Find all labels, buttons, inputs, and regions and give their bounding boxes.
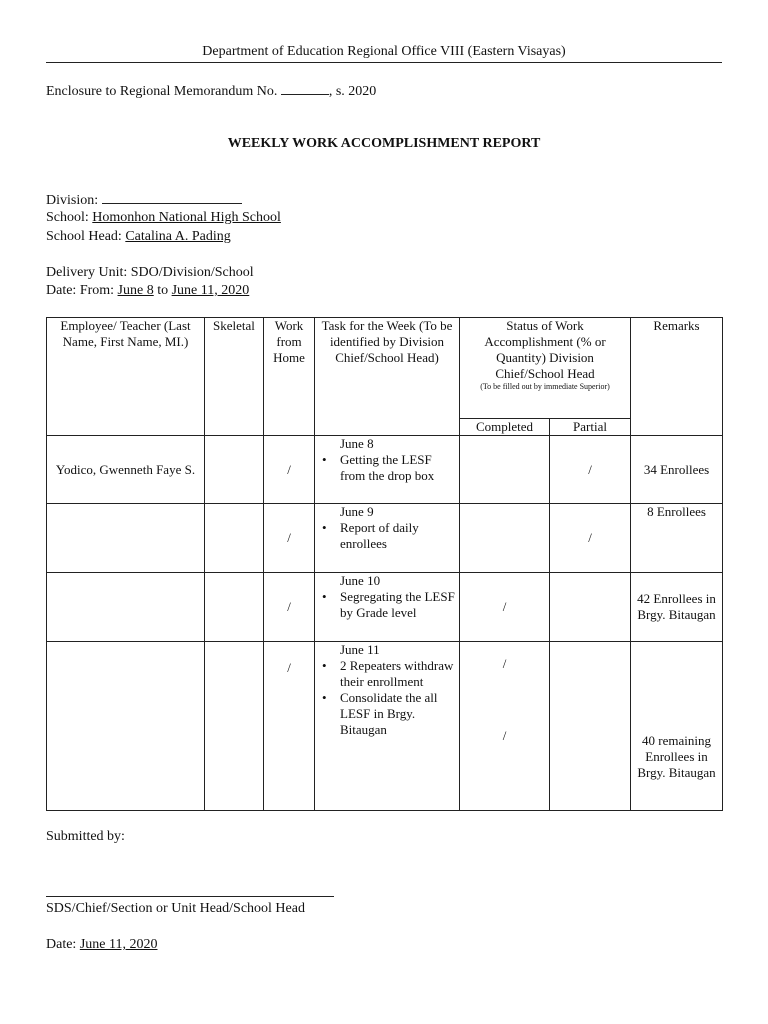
division-label: Division: <box>46 193 99 208</box>
task-date: June 8 <box>340 436 374 451</box>
footer-date-value: June 11, 2020 <box>79 937 158 952</box>
date-from-value: June 8 <box>117 283 154 298</box>
task-item <box>318 589 456 621</box>
task-item <box>318 658 456 690</box>
enclosure-prefix: Enclosure to Regional Memorandum No. <box>46 84 278 99</box>
enclosure-suffix: , s. 2020 <box>328 84 377 99</box>
employee-cell <box>47 573 205 642</box>
partial-cell: / <box>550 436 631 504</box>
task-item <box>318 690 456 738</box>
employee-cell <box>47 642 205 811</box>
partial-cell <box>550 642 631 811</box>
completed-mark: / <box>502 728 507 743</box>
bullet-icon: • <box>322 452 327 467</box>
task-item-text: Report of daily enrollees <box>340 520 419 551</box>
wfh-cell: / <box>264 504 315 573</box>
remarks-cell <box>631 642 723 811</box>
task-item-text: 2 Repeaters withdraw their enrollment <box>340 658 454 689</box>
task-cell <box>315 436 460 504</box>
submitted-by: Submitted by: <box>46 829 125 844</box>
remarks-cell: 42 Enrollees in Brgy. Bitaugan <box>631 573 723 642</box>
wfh-mark: / <box>287 660 291 675</box>
school-line <box>46 210 281 226</box>
task-date: June 11 <box>340 642 380 657</box>
task-cell <box>315 642 460 811</box>
memo-number-blank <box>281 83 329 95</box>
task-item <box>318 452 456 484</box>
header-task: Task for the Week (To be identified by Division Chief/School Head) <box>315 318 460 436</box>
division-line <box>46 192 242 209</box>
task-item-text: Getting the LESF from the drop box <box>340 452 435 483</box>
header-wfh: Work from Home <box>264 318 315 436</box>
footer-date-line <box>46 937 157 953</box>
task-date: June 9 <box>340 504 374 519</box>
signatory-title: SDS/Chief/Section or Unit Head/School Head <box>46 901 305 916</box>
task-item <box>318 520 456 552</box>
header-status-text: Status of Work Accomplishment (% or Quantity) Division Chief/School Head <box>484 318 606 381</box>
school-head-value: Catalina A. Pading <box>125 229 231 244</box>
header-partial: Partial <box>550 419 631 436</box>
header-divider <box>46 62 722 63</box>
date-from-label: Date: From: <box>46 283 115 298</box>
header-remarks: Remarks <box>631 318 723 436</box>
wfh-cell: / <box>264 436 315 504</box>
employee-cell <box>47 504 205 573</box>
agency-header: Department of Education Regional Office VIII (Eastern Visayas) <box>202 44 566 59</box>
remarks-text: 40 remaining Enrollees in Brgy. Bitaugan <box>637 733 716 780</box>
table-row <box>47 504 723 573</box>
header-status-note: (To be filled out by immediate Superior) <box>480 382 610 391</box>
date-to-value: June 11, 2020 <box>171 283 250 298</box>
report-title: WEEKLY WORK ACCOMPLISHMENT REPORT <box>227 136 541 151</box>
school-value: Homonhon National High School <box>92 210 281 225</box>
employee-cell: Yodico, Gwenneth Faye S. <box>47 436 205 504</box>
remarks-cell: 8 Enrollees <box>631 504 723 573</box>
date-to-label: to <box>157 283 169 298</box>
header-completed: Completed <box>460 419 550 436</box>
skeletal-cell <box>205 573 264 642</box>
footer-date-label: Date: <box>46 937 77 952</box>
table-row <box>47 573 723 642</box>
bullet-icon: • <box>322 520 327 535</box>
school-head-label: School Head: <box>46 229 122 244</box>
completed-cell <box>460 504 550 573</box>
header-skeletal: Skeletal <box>205 318 264 436</box>
delivery-unit: Delivery Unit: SDO/Division/School <box>46 265 254 280</box>
completed-mark: / <box>502 656 507 671</box>
completed-cell: / <box>460 573 550 642</box>
bullet-icon: • <box>322 690 327 705</box>
bullet-icon: • <box>322 658 327 673</box>
signature-line <box>46 896 334 897</box>
school-label: School: <box>46 210 89 225</box>
header-status <box>460 318 631 419</box>
completed-cell <box>460 642 550 811</box>
date-range-line <box>46 283 249 299</box>
remarks-cell: 34 Enrollees <box>631 436 723 504</box>
table-row <box>47 642 723 811</box>
partial-cell <box>550 573 631 642</box>
skeletal-cell <box>205 504 264 573</box>
division-blank <box>102 192 242 204</box>
wfh-cell <box>264 642 315 811</box>
bullet-icon: • <box>322 589 327 604</box>
wfh-cell: / <box>264 573 315 642</box>
task-item-text: Consolidate the all LESF in Brgy. Bitaugan <box>340 690 438 737</box>
school-head-line <box>46 229 231 245</box>
task-date: June 10 <box>340 573 381 588</box>
task-cell <box>315 573 460 642</box>
partial-cell: / <box>550 504 631 573</box>
table-header-row <box>47 318 723 419</box>
table-row <box>47 436 723 504</box>
header-employee: Employee/ Teacher (Last Name, First Name, MI.) <box>47 318 205 436</box>
task-cell <box>315 504 460 573</box>
completed-cell <box>460 436 550 504</box>
skeletal-cell <box>205 642 264 811</box>
task-item-text: Segregating the LESF by Grade level <box>340 589 455 620</box>
enclosure-line <box>46 83 376 100</box>
skeletal-cell <box>205 436 264 504</box>
accomplishment-table <box>46 317 723 811</box>
